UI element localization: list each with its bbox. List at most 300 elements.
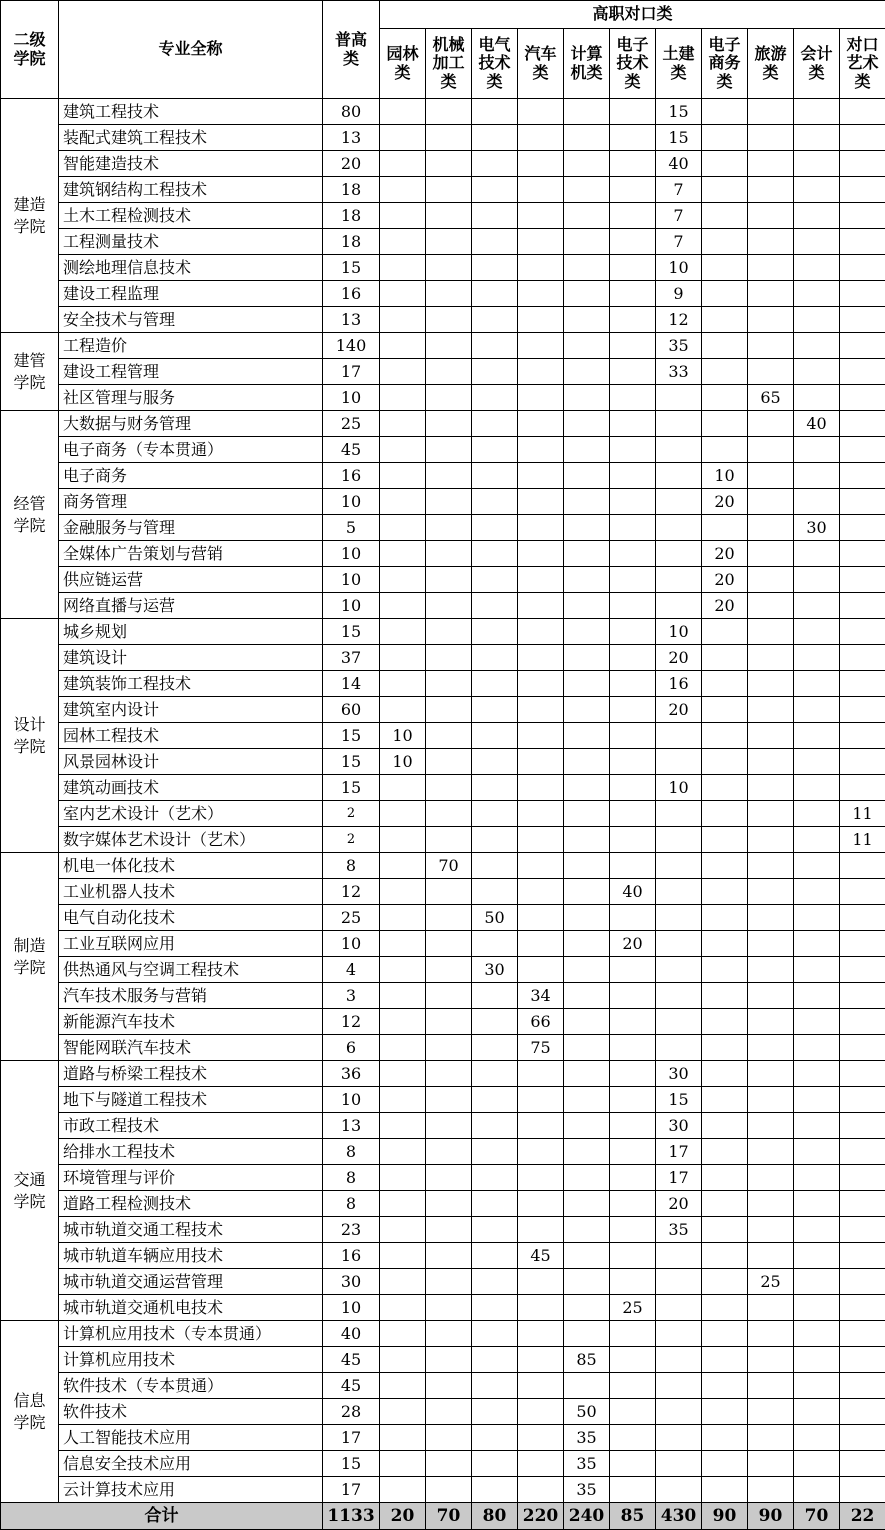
category-value xyxy=(564,1321,610,1347)
table-row xyxy=(1,1113,885,1139)
category-value: 35 xyxy=(564,1425,610,1451)
category-value xyxy=(380,1269,426,1295)
category-value xyxy=(610,177,656,203)
category-value xyxy=(702,1217,748,1243)
major-name: 安全技术与管理 xyxy=(59,307,323,333)
category-value xyxy=(518,1347,564,1373)
category-value xyxy=(472,411,518,437)
category-value xyxy=(564,905,610,931)
major-name: 信息安全技术应用 xyxy=(59,1451,323,1477)
category-value xyxy=(748,1321,794,1347)
category-value: 7 xyxy=(656,203,702,229)
category-value xyxy=(840,1217,885,1243)
category-value xyxy=(656,1425,702,1451)
category-value xyxy=(426,281,472,307)
category-value xyxy=(610,463,656,489)
category-value: 25 xyxy=(748,1269,794,1295)
category-value xyxy=(702,1061,748,1087)
major-name: 建筑钢结构工程技术 xyxy=(59,177,323,203)
category-value: 20 xyxy=(656,645,702,671)
table-row xyxy=(1,1399,885,1425)
category-value xyxy=(748,723,794,749)
total-value: 90 xyxy=(748,1503,794,1530)
category-value xyxy=(656,385,702,411)
category-value xyxy=(518,723,564,749)
category-value xyxy=(748,905,794,931)
category-value xyxy=(794,1217,840,1243)
category-value xyxy=(472,1347,518,1373)
category-value xyxy=(564,151,610,177)
category-value xyxy=(748,255,794,281)
table-row xyxy=(1,853,885,879)
category-value xyxy=(518,411,564,437)
category-value xyxy=(380,827,426,853)
category-value xyxy=(472,983,518,1009)
category-value: 85 xyxy=(564,1347,610,1373)
table-row xyxy=(1,281,885,307)
category-value xyxy=(610,801,656,827)
category-value xyxy=(702,1373,748,1399)
category-value xyxy=(702,1139,748,1165)
category-value xyxy=(564,1139,610,1165)
category-value xyxy=(564,229,610,255)
category-value xyxy=(564,1035,610,1061)
category-value: 7 xyxy=(656,177,702,203)
category-value xyxy=(702,1321,748,1347)
major-name: 商务管理 xyxy=(59,489,323,515)
table-row xyxy=(1,827,885,853)
category-value xyxy=(472,1087,518,1113)
total-value: 240 xyxy=(564,1503,610,1530)
category-value xyxy=(518,697,564,723)
category-value xyxy=(518,437,564,463)
category-value xyxy=(840,1425,885,1451)
major-name: 测绘地理信息技术 xyxy=(59,255,323,281)
category-value xyxy=(702,723,748,749)
category-value xyxy=(518,151,564,177)
category-value xyxy=(794,1451,840,1477)
category-value xyxy=(748,437,794,463)
category-value xyxy=(426,1009,472,1035)
table-row xyxy=(1,645,885,671)
category-value xyxy=(702,411,748,437)
pugao-value: 28 xyxy=(323,1399,380,1425)
category-value xyxy=(656,853,702,879)
category-value xyxy=(610,333,656,359)
category-value xyxy=(794,671,840,697)
category-value xyxy=(610,593,656,619)
category-value xyxy=(426,1451,472,1477)
category-value xyxy=(564,593,610,619)
category-value xyxy=(610,151,656,177)
major-name: 建设工程管理 xyxy=(59,359,323,385)
pugao-value: 10 xyxy=(323,489,380,515)
category-value xyxy=(472,723,518,749)
category-value xyxy=(426,775,472,801)
category-value xyxy=(702,853,748,879)
category-value: 17 xyxy=(656,1165,702,1191)
pugao-value: 25 xyxy=(323,905,380,931)
category-value xyxy=(472,1321,518,1347)
pugao-value: 30 xyxy=(323,1269,380,1295)
table-row xyxy=(1,775,885,801)
category-value xyxy=(840,1009,885,1035)
category-value: 7 xyxy=(656,229,702,255)
category-value xyxy=(794,697,840,723)
category-value xyxy=(564,1009,610,1035)
college-name: 经管学院 xyxy=(1,411,59,619)
category-value xyxy=(702,359,748,385)
category-value xyxy=(840,1347,885,1373)
major-name: 室内艺术设计（艺术） xyxy=(59,801,323,827)
category-value xyxy=(702,1399,748,1425)
category-value xyxy=(748,541,794,567)
category-value xyxy=(518,1477,564,1503)
table-row xyxy=(1,879,885,905)
total-pugao: 1133 xyxy=(323,1503,380,1530)
category-value xyxy=(472,853,518,879)
pugao-value: 6 xyxy=(323,1035,380,1061)
category-value xyxy=(794,723,840,749)
major-name: 道路与桥梁工程技术 xyxy=(59,1061,323,1087)
category-value xyxy=(564,541,610,567)
category-value: 75 xyxy=(518,1035,564,1061)
category-value xyxy=(748,593,794,619)
category-value xyxy=(610,1061,656,1087)
pugao-value: 10 xyxy=(323,593,380,619)
category-value xyxy=(840,515,885,541)
category-value xyxy=(794,1425,840,1451)
category-value xyxy=(380,281,426,307)
category-value xyxy=(610,1373,656,1399)
table-row xyxy=(1,723,885,749)
category-value xyxy=(748,853,794,879)
category-value xyxy=(656,1373,702,1399)
major-name: 人工智能技术应用 xyxy=(59,1425,323,1451)
category-value xyxy=(426,723,472,749)
category-value xyxy=(518,359,564,385)
category-value: 70 xyxy=(426,853,472,879)
category-value xyxy=(472,177,518,203)
category-value xyxy=(748,1009,794,1035)
pugao-value: 12 xyxy=(323,1009,380,1035)
table-row xyxy=(1,177,885,203)
category-value xyxy=(794,281,840,307)
category-value xyxy=(426,567,472,593)
category-value xyxy=(656,1321,702,1347)
college-name: 制造学院 xyxy=(1,853,59,1061)
pugao-value: 4 xyxy=(323,957,380,983)
category-value xyxy=(426,697,472,723)
category-value xyxy=(702,281,748,307)
category-value xyxy=(610,567,656,593)
category-value xyxy=(518,749,564,775)
pugao-value: 8 xyxy=(323,853,380,879)
category-value xyxy=(564,489,610,515)
table-row xyxy=(1,1295,885,1321)
category-value xyxy=(656,1035,702,1061)
category-value: 30 xyxy=(656,1113,702,1139)
category-value xyxy=(702,671,748,697)
category-value xyxy=(426,177,472,203)
category-value xyxy=(518,1113,564,1139)
category-value xyxy=(426,411,472,437)
category-value xyxy=(426,671,472,697)
category-value xyxy=(426,229,472,255)
major-name: 金融服务与管理 xyxy=(59,515,323,541)
category-value: 34 xyxy=(518,983,564,1009)
category-value: 20 xyxy=(656,697,702,723)
category-value xyxy=(702,1477,748,1503)
category-value xyxy=(426,151,472,177)
category-value xyxy=(748,1347,794,1373)
category-value xyxy=(380,463,426,489)
total-value: 430 xyxy=(656,1503,702,1530)
category-value xyxy=(794,1087,840,1113)
category-value xyxy=(794,1113,840,1139)
category-value xyxy=(380,1477,426,1503)
category-value xyxy=(794,1009,840,1035)
table-row xyxy=(1,411,885,437)
pugao-value: 10 xyxy=(323,541,380,567)
category-value xyxy=(840,229,885,255)
category-value xyxy=(472,1477,518,1503)
category-value xyxy=(610,671,656,697)
category-value xyxy=(840,281,885,307)
category-value xyxy=(702,1087,748,1113)
category-value xyxy=(702,125,748,151)
category-value xyxy=(472,333,518,359)
category-value xyxy=(564,437,610,463)
category-value xyxy=(380,1061,426,1087)
category-value xyxy=(840,333,885,359)
category-value xyxy=(380,359,426,385)
category-value xyxy=(610,437,656,463)
category-value xyxy=(794,983,840,1009)
category-value xyxy=(518,619,564,645)
major-name: 计算机应用技术 xyxy=(59,1347,323,1373)
category-value xyxy=(610,1399,656,1425)
category-value xyxy=(518,775,564,801)
category-value xyxy=(380,255,426,281)
category-value xyxy=(380,1321,426,1347)
category-value xyxy=(656,983,702,1009)
category-value xyxy=(656,1477,702,1503)
category-value xyxy=(564,515,610,541)
category-value xyxy=(840,1321,885,1347)
category-value xyxy=(794,567,840,593)
category-value xyxy=(610,1035,656,1061)
category-value xyxy=(794,827,840,853)
category-value xyxy=(564,671,610,697)
category-value: 10 xyxy=(656,255,702,281)
category-value xyxy=(472,125,518,151)
category-value xyxy=(426,905,472,931)
category-value xyxy=(748,489,794,515)
category-value xyxy=(564,853,610,879)
category-value xyxy=(426,801,472,827)
pugao-value: 40 xyxy=(323,1321,380,1347)
category-value xyxy=(380,853,426,879)
pugao-value: 80 xyxy=(323,99,380,125)
category-value xyxy=(380,957,426,983)
table-row xyxy=(1,1087,885,1113)
category-value xyxy=(702,1113,748,1139)
table-row xyxy=(1,385,885,411)
college-name: 建管学院 xyxy=(1,333,59,411)
pugao-value: 18 xyxy=(323,203,380,229)
category-value xyxy=(702,1425,748,1451)
category-value xyxy=(518,671,564,697)
major-name: 市政工程技术 xyxy=(59,1113,323,1139)
category-value xyxy=(794,1373,840,1399)
category-value xyxy=(702,983,748,1009)
category-value xyxy=(610,1191,656,1217)
category-value xyxy=(564,463,610,489)
pugao-value: 16 xyxy=(323,1243,380,1269)
category-value xyxy=(380,177,426,203)
category-value xyxy=(610,1451,656,1477)
category-value xyxy=(748,1217,794,1243)
category-value xyxy=(518,1321,564,1347)
category-value xyxy=(518,1425,564,1451)
category-value xyxy=(840,1373,885,1399)
category-value xyxy=(518,801,564,827)
category-value xyxy=(564,697,610,723)
category-value xyxy=(748,775,794,801)
college-name: 建造学院 xyxy=(1,99,59,333)
category-value xyxy=(380,1451,426,1477)
pugao-value: 23 xyxy=(323,1217,380,1243)
category-value xyxy=(794,645,840,671)
category-value xyxy=(840,567,885,593)
major-name: 软件技术 xyxy=(59,1399,323,1425)
header-pugao: 普高类 xyxy=(323,1,380,99)
category-value xyxy=(380,229,426,255)
major-name: 电子商务（专本贯通） xyxy=(59,437,323,463)
category-value xyxy=(748,1139,794,1165)
table-row xyxy=(1,359,885,385)
category-value xyxy=(472,749,518,775)
category-value xyxy=(472,229,518,255)
category-value xyxy=(794,1165,840,1191)
category-value xyxy=(380,1165,426,1191)
category-value xyxy=(380,541,426,567)
category-value xyxy=(472,775,518,801)
category-value xyxy=(840,931,885,957)
table-row xyxy=(1,1321,885,1347)
category-value xyxy=(794,775,840,801)
category-value xyxy=(564,879,610,905)
category-value xyxy=(656,593,702,619)
category-value: 50 xyxy=(564,1399,610,1425)
category-value xyxy=(472,515,518,541)
category-value xyxy=(472,541,518,567)
category-value xyxy=(564,1295,610,1321)
category-value xyxy=(748,697,794,723)
category-value xyxy=(610,1269,656,1295)
category-value xyxy=(610,229,656,255)
header-category: 园林类 xyxy=(380,29,426,99)
category-value xyxy=(840,1451,885,1477)
category-value xyxy=(702,1191,748,1217)
category-value xyxy=(380,1399,426,1425)
category-value xyxy=(518,853,564,879)
category-value xyxy=(748,1373,794,1399)
category-value xyxy=(564,1217,610,1243)
category-value xyxy=(656,801,702,827)
category-value xyxy=(840,983,885,1009)
category-value xyxy=(840,203,885,229)
category-value xyxy=(840,1243,885,1269)
major-name: 智能网联汽车技术 xyxy=(59,1035,323,1061)
category-value xyxy=(518,281,564,307)
category-value xyxy=(840,463,885,489)
category-value xyxy=(564,125,610,151)
table-row xyxy=(1,229,885,255)
category-value xyxy=(564,281,610,307)
category-value xyxy=(794,853,840,879)
category-value xyxy=(840,723,885,749)
table-row xyxy=(1,1373,885,1399)
category-value: 33 xyxy=(656,359,702,385)
header-category: 电子技术类 xyxy=(610,29,656,99)
category-value xyxy=(794,333,840,359)
category-value xyxy=(380,931,426,957)
category-value xyxy=(518,255,564,281)
category-value xyxy=(656,1399,702,1425)
pugao-value: 17 xyxy=(323,359,380,385)
pugao-value: 15 xyxy=(323,723,380,749)
category-value xyxy=(518,1191,564,1217)
category-value: 17 xyxy=(656,1139,702,1165)
category-value xyxy=(702,1295,748,1321)
category-value xyxy=(426,1035,472,1061)
category-value xyxy=(564,931,610,957)
category-value xyxy=(656,567,702,593)
category-value xyxy=(564,411,610,437)
pugao-value: 10 xyxy=(323,1295,380,1321)
category-value xyxy=(794,255,840,281)
category-value xyxy=(564,619,610,645)
pugao-value: 16 xyxy=(323,281,380,307)
category-value: 30 xyxy=(472,957,518,983)
category-value xyxy=(840,1191,885,1217)
category-value xyxy=(426,541,472,567)
category-value xyxy=(794,463,840,489)
category-value xyxy=(610,1243,656,1269)
category-value xyxy=(426,1061,472,1087)
category-value xyxy=(380,905,426,931)
category-value xyxy=(794,541,840,567)
category-value xyxy=(794,1191,840,1217)
category-value xyxy=(380,489,426,515)
category-value xyxy=(610,1347,656,1373)
category-value xyxy=(702,905,748,931)
category-value xyxy=(748,515,794,541)
major-name: 社区管理与服务 xyxy=(59,385,323,411)
major-name: 道路工程检测技术 xyxy=(59,1191,323,1217)
category-value xyxy=(748,281,794,307)
category-value: 20 xyxy=(702,489,748,515)
category-value xyxy=(794,385,840,411)
category-value xyxy=(426,333,472,359)
table-row xyxy=(1,541,885,567)
category-value xyxy=(426,515,472,541)
category-value xyxy=(564,749,610,775)
category-value xyxy=(518,1139,564,1165)
category-value xyxy=(656,723,702,749)
